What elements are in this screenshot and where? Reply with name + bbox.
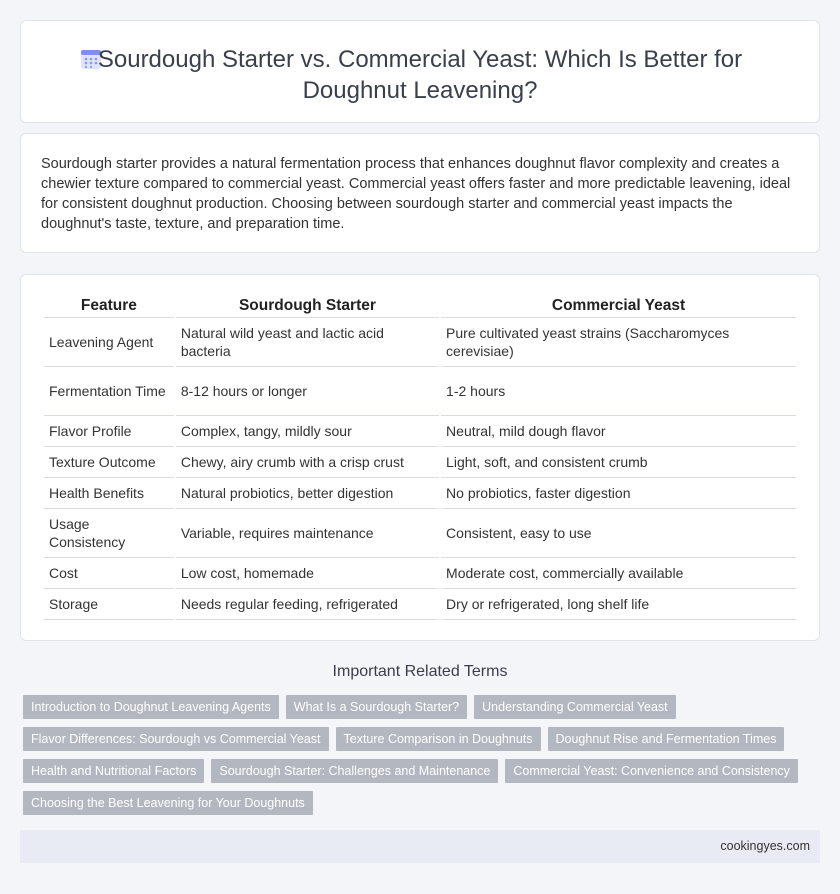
related-term-link[interactable]: Introduction to Doughnut Leavening Agents <box>23 695 279 719</box>
table-cell: Texture Outcome <box>44 447 174 478</box>
table-cell: 8-12 hours or longer <box>176 367 439 416</box>
intro-paragraph: Sourdough starter provides a natural fermentation process that enhances doughnut flavor complexity and creates a chewier texture compared to commercial yeast. Commercial yeast offers faster and more predictable leavening, ideal for consistent doughnut production. Choosing between sourdough starter and commercial yeast impacts the doughnut's taste, texture, and preparation time. <box>41 156 791 232</box>
table-cell: No probiotics, faster digestion <box>441 478 796 509</box>
table-cell: Variable, requires maintenance <box>176 509 439 558</box>
table-cell: Needs regular feeding, refrigerated <box>176 589 439 620</box>
column-header-feature: Feature <box>44 296 174 318</box>
column-header-sourdough: Sourdough Starter <box>176 296 439 318</box>
table-cell: Neutral, mild dough flavor <box>441 416 796 447</box>
table-cell: Light, soft, and consistent crumb <box>441 447 796 478</box>
title-card <box>20 20 820 123</box>
table-cell: Natural probiotics, better digestion <box>176 478 439 509</box>
column-header-commercial: Commercial Yeast <box>441 296 796 318</box>
related-term-link[interactable]: Sourdough Starter: Challenges and Maintenance <box>211 759 498 783</box>
table-cell: Consistent, easy to use <box>441 509 796 558</box>
related-term-link[interactable]: Texture Comparison in Doughnuts <box>336 727 541 751</box>
table-cell: 1-2 hours <box>441 367 796 416</box>
page-title: Sourdough Starter vs. Commercial Yeast: Which Is Better for Doughnut Leavening? <box>97 46 743 104</box>
related-terms-heading: Important Related Terms <box>332 663 508 680</box>
table-cell: Cost <box>44 558 174 589</box>
related-term-link[interactable]: Understanding Commercial Yeast <box>474 695 676 719</box>
intro-card <box>20 133 820 253</box>
table-cell: Usage Consistency <box>44 509 174 558</box>
table-cell: Low cost, homemade <box>176 558 439 589</box>
related-term-link[interactable]: Choosing the Best Leavening for Your Doughnuts <box>23 791 313 815</box>
table-row <box>44 447 796 478</box>
table-cell: Health Benefits <box>44 478 174 509</box>
table-row <box>44 589 796 620</box>
table-cell: Natural wild yeast and lactic acid bacteria <box>176 318 439 367</box>
footer-site-name: cookingyes.com <box>720 839 810 853</box>
table-cell: Complex, tangy, mildly sour <box>176 416 439 447</box>
tag-row <box>23 695 813 719</box>
comparison-table <box>42 296 798 620</box>
table-row <box>44 478 796 509</box>
table-cell: Chewy, airy crumb with a crisp crust <box>176 447 439 478</box>
table-cell: Dry or refrigerated, long shelf life <box>441 589 796 620</box>
table-cell: Storage <box>44 589 174 620</box>
table-cell: Fermentation Time <box>44 367 174 416</box>
table-cell: Leavening Agent <box>44 318 174 367</box>
table-header-row <box>44 296 796 318</box>
table-row <box>44 558 796 589</box>
table-row <box>44 367 796 416</box>
tag-row <box>23 791 813 815</box>
related-term-link[interactable]: Flavor Differences: Sourdough vs Commercial Yeast <box>23 727 329 751</box>
tag-row <box>23 759 813 783</box>
table-row <box>44 318 796 367</box>
footer <box>20 830 820 863</box>
table-cell: Pure cultivated yeast strains (Saccharomyces cerevisiae) <box>441 318 796 367</box>
related-term-link[interactable]: What Is a Sourdough Starter? <box>286 695 467 719</box>
tag-row <box>23 727 813 751</box>
table-cell: Flavor Profile <box>44 416 174 447</box>
table-cell: Moderate cost, commercially available <box>441 558 796 589</box>
related-term-link[interactable]: Doughnut Rise and Fermentation Times <box>548 727 785 751</box>
related-terms-list <box>23 695 813 823</box>
related-term-link[interactable]: Health and Nutritional Factors <box>23 759 204 783</box>
table-row <box>44 416 796 447</box>
table-row <box>44 509 796 558</box>
related-term-link[interactable]: Commercial Yeast: Convenience and Consistency <box>505 759 798 783</box>
comparison-table-card <box>20 274 820 641</box>
